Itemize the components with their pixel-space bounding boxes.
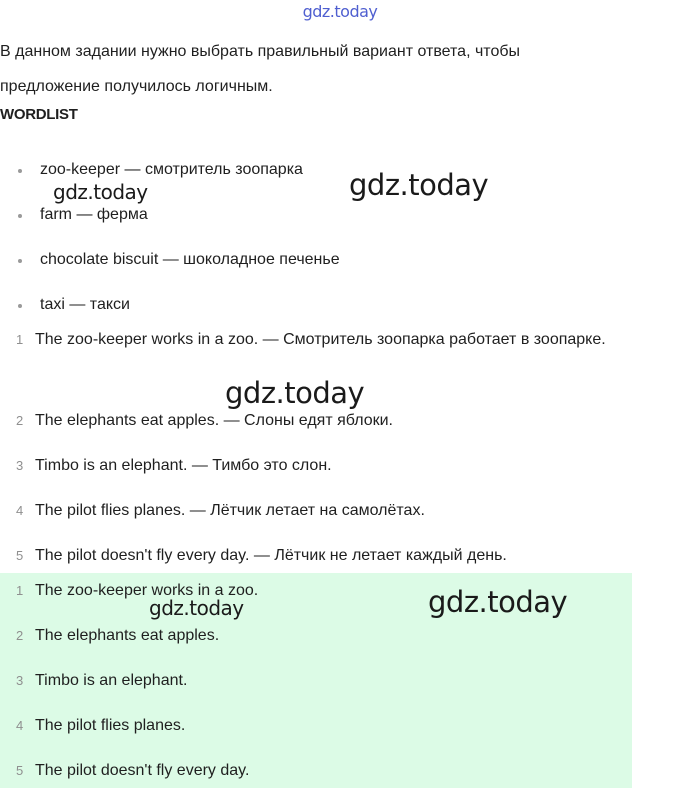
answer-text: The elephants eat apples. <box>35 627 220 644</box>
translation-item <box>0 448 610 493</box>
translation-text: The pilot doesn't fly every day. — Лётчик не летает каждый день. <box>35 547 507 564</box>
bullet-icon <box>18 304 22 308</box>
item-number: 3 <box>16 673 24 688</box>
bullet-icon <box>18 169 22 173</box>
wordlist-title: WORDLIST <box>0 106 78 123</box>
answer-item <box>0 753 258 798</box>
wordlist-item-label: chocolate biscuit — шоколадное печенье <box>40 251 340 268</box>
answer-text: The zoo-keeper works in a zoo. <box>35 582 259 599</box>
item-number: 1 <box>16 332 24 347</box>
watermark: gdz.today <box>428 585 568 619</box>
translation-text: The pilot flies planes. — Лётчик летает на самолётах. <box>35 502 425 519</box>
item-number: 2 <box>16 628 24 643</box>
answer-item <box>0 708 258 753</box>
watermark: gdz.today <box>149 596 244 620</box>
wordlist-item-label: zoo-keeper — смотритель зоопарка <box>40 161 303 178</box>
translation-text: The elephants eat apples. — Слоны едят яблоки. <box>35 412 393 429</box>
wordlist-item-label: farm — ферма <box>40 206 148 223</box>
answer-text: The pilot flies planes. <box>35 717 186 734</box>
translation-text: Timbo is an elephant. — Тимбо это слон. <box>35 457 332 474</box>
answer-text: Timbo is an elephant. <box>35 672 188 689</box>
wordlist <box>0 150 340 330</box>
wordlist-item <box>0 195 340 240</box>
bullet-icon <box>18 259 22 263</box>
item-number: 4 <box>16 503 24 518</box>
translation-text: The zoo-keeper works in a zoo. — Смотритель зоопарка работает в зоопарке. <box>35 331 606 348</box>
answer-item <box>0 663 258 708</box>
item-number: 5 <box>16 763 24 778</box>
translation-list <box>0 322 610 583</box>
wordlist-item-label: taxi — такси <box>40 296 130 313</box>
item-number: 1 <box>16 583 24 598</box>
item-number: 5 <box>16 548 24 563</box>
bullet-icon <box>18 214 22 218</box>
item-number: 3 <box>16 458 24 473</box>
answer-text: The pilot doesn't fly every day. <box>35 762 250 779</box>
translation-item <box>0 493 610 538</box>
wordlist-item <box>0 150 340 195</box>
watermark: gdz.today <box>349 168 489 202</box>
intro-text: В данном задании нужно выбрать правильный вариант ответа, чтобы предложение получилось логичным. <box>0 43 521 95</box>
answer-item <box>0 618 258 663</box>
watermark: gdz.today <box>225 376 365 410</box>
site-header-logo[interactable]: gdz.today <box>302 2 378 21</box>
item-number: 2 <box>16 413 24 428</box>
wordlist-item <box>0 240 340 285</box>
watermark: gdz.today <box>53 180 148 204</box>
item-number: 4 <box>16 718 24 733</box>
